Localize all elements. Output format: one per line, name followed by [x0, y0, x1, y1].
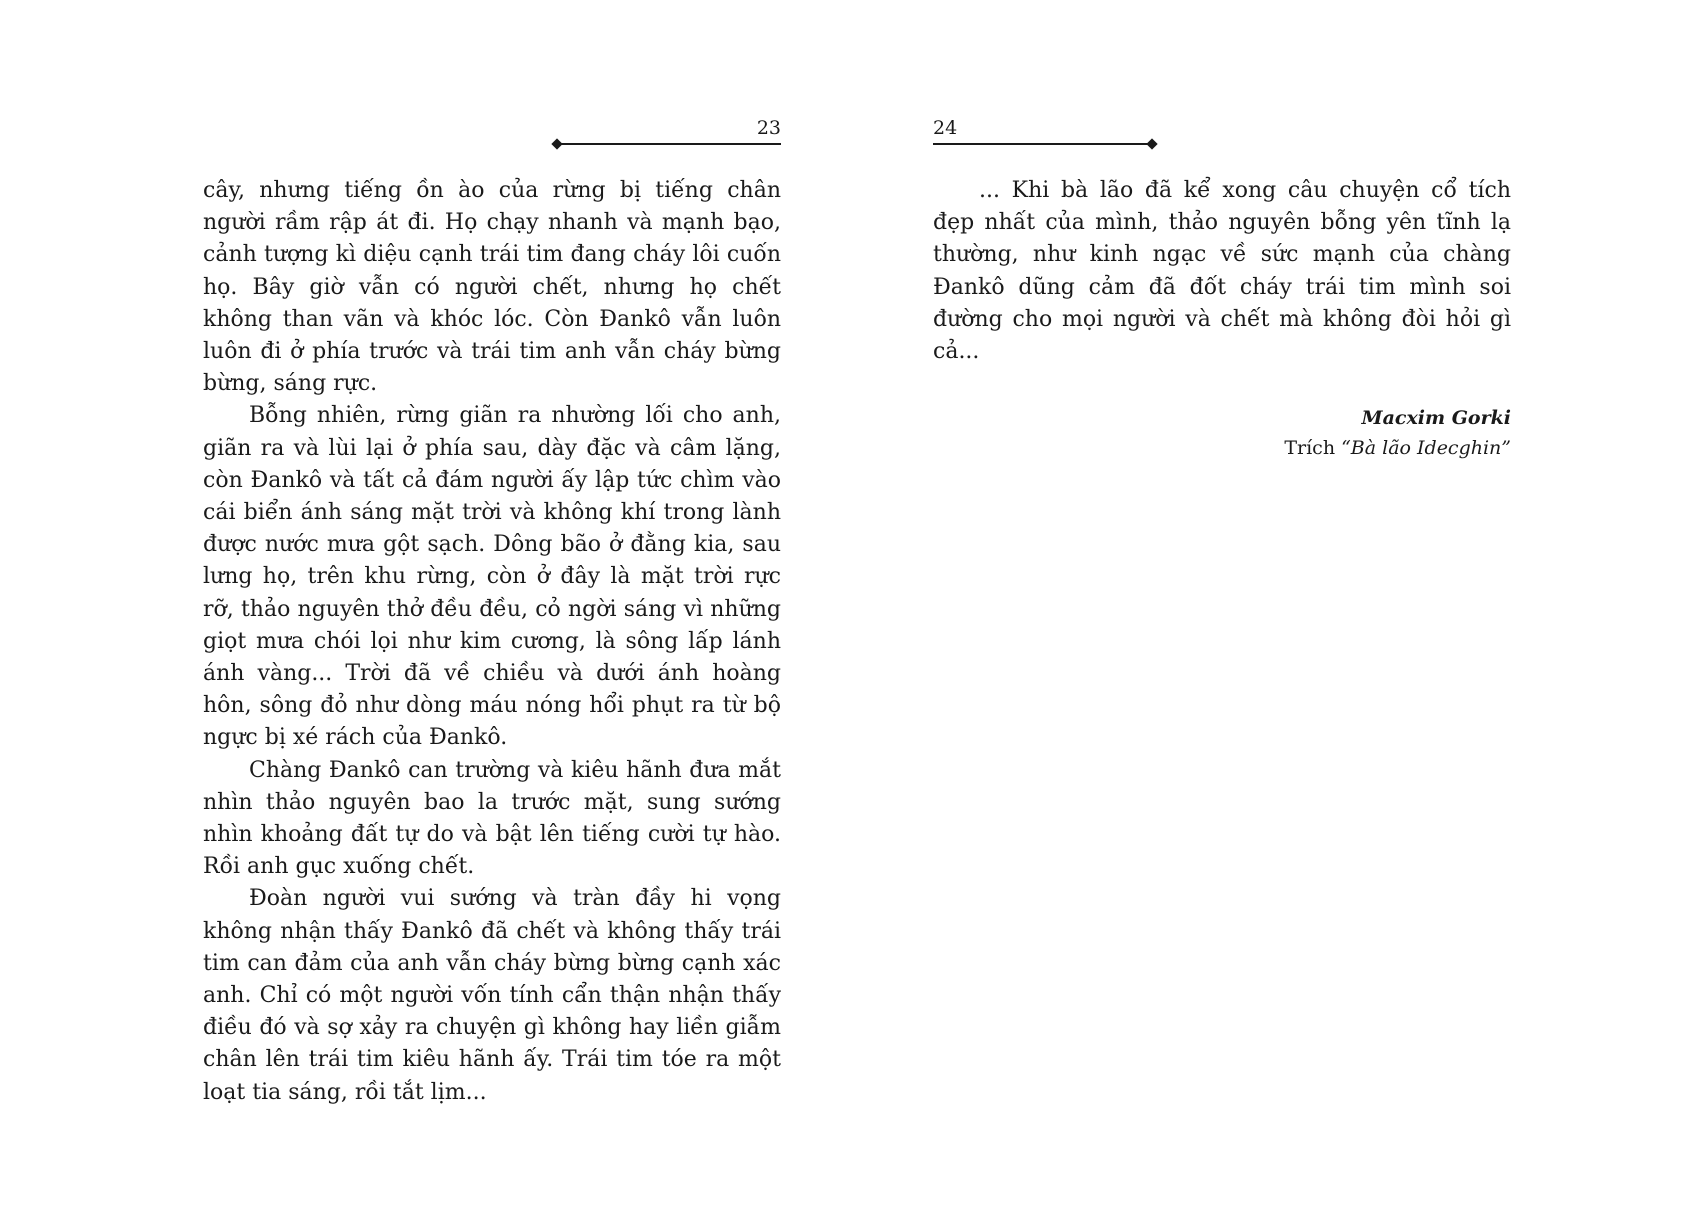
diamond-ornament-icon	[1146, 138, 1157, 149]
source-title: “Bà lão Idecghin”	[1341, 437, 1511, 459]
page-number: 23	[756, 117, 781, 139]
paragraph: Đoàn người vui sướng và tràn đầy hi vọng không nhận thấy Đankô đã chết và không thấy trái tim can đảm của anh vẫn cháy bừng bừng cạnh xác anh. Chỉ có một người vốn tính cẩn thận nhận thấy điều đó và sợ xảy ra chuyện gì không hay liền giẫm chân lên trái tim kiêu hãnh ấy. Trái tim tóe ra một loạt tia sáng, rồi tắt lịm...	[203, 886, 781, 1105]
paragraph: Bỗng nhiên, rừng giãn ra nhường lối cho anh, giãn ra và lùi lại ở phía sau, dày đặc và câm lặng, còn Đankô và tất cả đám người ấy lập tức chìm vào cái biển ánh sáng mặt trời và không khí trong lành được nước mưa gột sạch. Dông bão ở đằng kia, sau lưng họ, trên khu rừng, còn ở đây là mặt trời rực rỡ, thảo nguyên thở đều đều, cỏ ngời sáng vì những giọt mưa chói lọi như kim cương, là sông lấp lánh ánh vàng... Trời đã về chiều và dưới ánh hoàng hôn, sông đỏ như dòng máu nóng hổi phụt ra từ bộ ngực bị xé rách của Đankô.	[203, 403, 781, 751]
header-rule	[558, 143, 781, 145]
body-text	[933, 175, 1511, 368]
header-rule	[933, 143, 1151, 145]
signature-block	[1284, 403, 1511, 463]
page-number: 24	[933, 117, 958, 139]
diamond-ornament-icon	[551, 138, 562, 149]
source-citation	[1284, 433, 1511, 463]
paragraph: ... Khi bà lão đã kể xong câu chuyện cổ tích đẹp nhất của mình, thảo nguyên bỗng yên tĩnh lạ thường, như kinh ngạc về sức mạnh của chàng Đankô dũng cảm đã đốt cháy trái tim mình soi đường cho mọi người và chết mà không đòi hỏi gì cả...	[933, 178, 1511, 365]
source-prefix: Trích	[1284, 437, 1342, 459]
paragraph: Chàng Đankô can trường và kiêu hãnh đưa mắt nhìn thảo nguyên bao la trước mặt, sung sướng nhìn khoảng đất tự do và bật lên tiếng cười tự hào. Rồi anh gục xuống chết.	[203, 757, 781, 880]
author-name: Macxim Gorki	[1361, 407, 1511, 429]
body-text	[203, 175, 781, 1109]
paragraph: cây, nhưng tiếng ồn ào của rừng bị tiếng chân người rầm rập át đi. Họ chạy nhanh và mạnh bạo, cảnh tượng kì diệu cạnh trái tim đang cháy lôi cuốn họ. Bây giờ vẫn có người chết, nhưng họ chết không than vãn và khóc lóc. Còn Đankô vẫn luôn luôn đi ở phía trước và trái tim anh vẫn cháy bừng bừng, sáng rực.	[203, 178, 781, 397]
